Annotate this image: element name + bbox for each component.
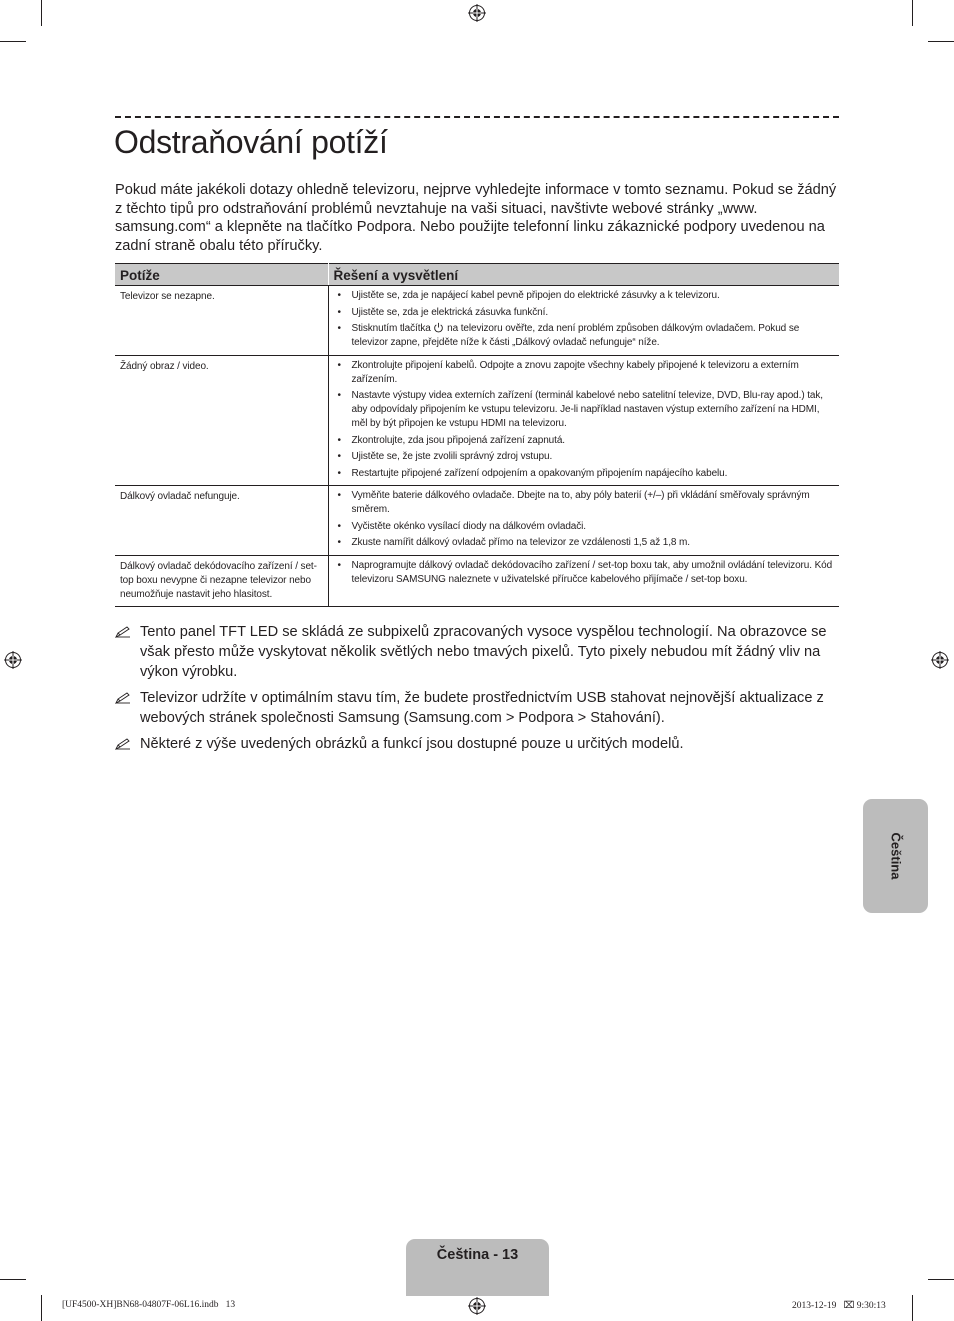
registration-mark-icon (468, 1297, 486, 1315)
table-row (115, 486, 839, 556)
language-side-tab (863, 799, 928, 913)
crop-mark (928, 1279, 954, 1280)
solution-item: • Vyčistěte okénko vysílací diody na dálkovém ovladači. (335, 520, 834, 534)
power-icon (433, 322, 444, 333)
print-footer-left: [UF4500-XH]BN68-04807F-06L16.indb 13 (62, 1300, 236, 1310)
crop-mark (0, 1279, 26, 1280)
note-text: Tento panel TFT LED se skládá ze subpixelů zpracovaných vysoce vyspělou technologií. Na obrazovce se však přesto může vyskytovat několik světlých nebo tmavých pixelů. Tyto pixely nebudou mít žádný vliv na výkon výrobku. (140, 624, 827, 680)
pencil-note-icon (115, 738, 131, 750)
crop-mark (912, 1295, 913, 1321)
crop-mark (41, 0, 42, 26)
crop-mark (928, 41, 954, 42)
solution-text: Stisknutím tlačítka (351, 323, 431, 334)
table-row (115, 355, 839, 486)
registration-mark-icon (4, 651, 22, 669)
solution-item: • Restartujte připojené zařízení odpojením a opakovaným připojením napájecího kabelu. (335, 467, 834, 481)
table-header-row (115, 264, 839, 286)
note-item (115, 622, 845, 682)
table-row (115, 286, 839, 356)
solution-cell (328, 555, 839, 606)
registration-mark-icon (468, 4, 486, 22)
problem-cell: Dálkový ovladač nefunguje. (115, 486, 328, 556)
solution-cell (328, 486, 839, 556)
solution-list (335, 489, 834, 550)
title-divider (115, 116, 839, 118)
note-item (115, 688, 845, 728)
note-item (115, 734, 845, 754)
intro-paragraph: Pokud máte jakékoli dotazy ohledně televizoru, nejprve vyhledejte informace v tomto seznamu. Pokud se žádný z těchto tipů pro odstraňování problémů nevztahuje na vaši situaci, navštivte webové stránky „www. samsung.com“ a klepněte na tlačítko Podpora. Nebo použijte telefonní linku zákaznické podpory uvedenou na zadní straně obalu této příručky. (115, 182, 837, 254)
problem-cell: Žádný obraz / video. (115, 355, 328, 486)
problem-cell: Televizor se nezapne. (115, 286, 328, 356)
solution-text: na televizoru ověřte, zda není problém způsoben dálkovým ovladačem. Pokud se televizor zapne, přejděte níže k části „Dálkový ovladač nefunguje“ níže. (351, 323, 800, 348)
solution-cell (328, 355, 839, 486)
print-footer-right: 2013-12-19 ⌧ 9:30:13 (792, 1301, 886, 1311)
solution-item: • Vyměňte baterie dálkového ovladače. Dbejte na to, aby póly baterií (+/–) při vkládání směřovaly správným směrem. (335, 489, 834, 517)
solution-item: • Zkontrolujte připojení kabelů. Odpojte a znovu zapojte všechny kabely připojené k televizoru a externím zařízením. (335, 359, 834, 387)
solution-item: • Zkuste namířit dálkový ovladač přímo na televizor ze vzdálenosti 1,5 až 1,8 m. (335, 536, 834, 550)
table-row (115, 555, 839, 606)
language-label: Čeština (888, 832, 903, 880)
solution-item: • Ujistěte se, zda je elektrická zásuvka funkční. (335, 306, 834, 320)
crop-mark (0, 41, 26, 42)
pencil-note-icon (115, 626, 131, 638)
solution-cell (328, 286, 839, 356)
crop-mark (41, 1295, 42, 1321)
column-header-problem: Potíže (115, 264, 328, 286)
pencil-note-icon (115, 692, 131, 704)
solution-list (335, 289, 834, 350)
notes-section (115, 622, 845, 760)
registration-mark-icon (931, 651, 949, 669)
solution-item: • Ujistěte se, zda je napájecí kabel pevně připojen do elektrické zásuvky a k televizoru. (335, 289, 834, 303)
note-text: Televizor udržíte v optimálním stavu tím, že budete prostřednictvím USB stahovat nejnovější aktualizace z webových stránek společnosti Samsung (Samsung.com > Podpora > Stahování). (140, 690, 824, 726)
troubleshooting-table (115, 263, 839, 607)
solution-list (335, 559, 834, 587)
solution-list (335, 359, 834, 481)
column-header-solution: Řešení a vysvětlení (328, 264, 839, 286)
crop-mark (912, 0, 913, 26)
page-title: Odstraňování potíží (114, 124, 388, 160)
solution-item: • Zkontrolujte, zda jsou připojená zařízení zapnutá. (335, 434, 834, 448)
solution-item: • Nastavte výstupy videa externích zařízení (terminál kabelové nebo satelitní televize, DVD, Blu-ray apod.) tak, aby odpovídaly připojením ke vstupu televizoru. Je-li například nastaven výstup externího zařízení na HDMI, měl by být připojen ke vstupu HDMI na televizoru. (335, 389, 834, 431)
note-text: Některé z výše uvedených obrázků a funkcí jsou dostupné pouze u určitých modelů. (140, 736, 684, 752)
solution-item (335, 322, 834, 350)
problem-cell: Dálkový ovladač dekódovacího zařízení / set-top boxu nevypne či nezapne televizor nebo neumožňuje nastavit jeho hlasitost. (115, 555, 328, 606)
solution-item: • Ujistěte se, že jste zvolili správný zdroj vstupu. (335, 450, 834, 464)
page-number: Čeština - 13 (436, 1247, 519, 1263)
solution-item: • Naprogramujte dálkový ovladač dekódovacího zařízení / set-top boxu tak, aby umožnil ovládání televizoru. Kód televizoru SAMSUNG naleznete v uživatelské příručce kabelového přijímače / set-top boxu. (335, 559, 834, 587)
page-number-tab (406, 1239, 549, 1296)
